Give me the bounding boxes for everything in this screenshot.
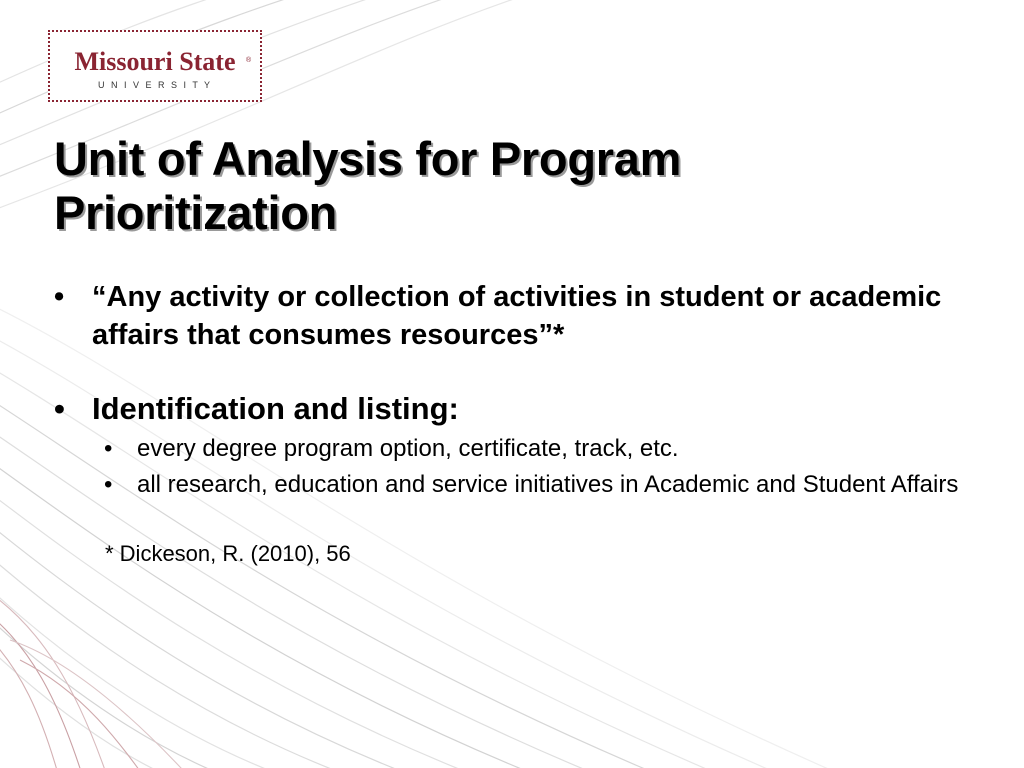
logo-registered-mark: ® bbox=[246, 57, 252, 64]
bullet-icon: • bbox=[54, 391, 65, 426]
citation-footnote: * Dickeson, R. (2010), 56 bbox=[105, 541, 351, 566]
sub-bullet-list bbox=[54, 434, 984, 500]
bullet-text: “Any activity or collection of activities in student or academic affairs that consumes resources”* bbox=[92, 281, 942, 351]
bullet-definition-quote bbox=[54, 278, 984, 354]
sub-bullet-icon: • bbox=[104, 471, 113, 498]
bullet-icon: • bbox=[54, 281, 65, 313]
logo-mark bbox=[50, 32, 260, 100]
sub-bullet-icon: • bbox=[104, 435, 113, 462]
logo-name: Missouri State bbox=[74, 47, 236, 76]
bullet-identification bbox=[54, 390, 984, 428]
slide-title-line-1: Unit of Analysis for Program bbox=[54, 132, 682, 185]
sub-bullet-item bbox=[92, 434, 984, 464]
logo-subtitle: U N I V E R S I T Y bbox=[97, 80, 213, 90]
sub-bullet-text: every degree program option, certificate, track, etc. bbox=[137, 435, 679, 462]
slide-body bbox=[54, 278, 984, 568]
university-logo bbox=[48, 30, 262, 102]
slide-title-line-2: Prioritization bbox=[54, 186, 338, 239]
slide-title bbox=[54, 132, 994, 240]
bullet-text: Identification and listing: bbox=[92, 391, 459, 426]
sub-bullet-text: all research, education and service initiatives in Academic and Student Affairs bbox=[137, 471, 959, 498]
sub-bullet-item bbox=[92, 470, 984, 500]
